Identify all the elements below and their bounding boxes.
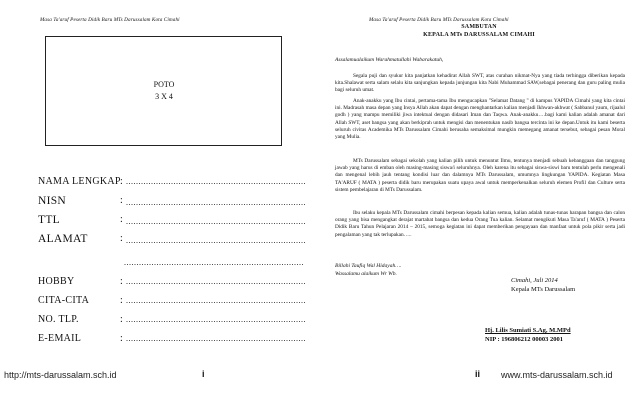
paragraph: Segala puji dan syukur kita panjatkan kehadirat Allah SWT, atas curahan nikmat-Nya yang tiada terhingga diberikan kepada kita.Shalawat serta salam selalu kita sanjungkan kepada junjungan kita Nabi Muhammad SAW,sebagai penerang dan guru paling mulia bagi seluruh umat. <box>335 73 625 94</box>
page-subtitle: KEPALA MTs DARUSSALAM CIMAHI <box>423 32 535 38</box>
form-label: NO. TLP. <box>38 314 79 325</box>
form-row-ttl <box>38 214 306 230</box>
form-colon: : <box>120 333 123 344</box>
form-label: ALAMAT <box>38 233 88 245</box>
photo-label <box>139 79 189 103</box>
closing-line-1: Billahi Taufiq Wal Hidayah…. <box>335 263 402 269</box>
form-colon: : <box>120 314 123 325</box>
photo-label-line1: POTO <box>153 80 175 89</box>
form-label: CITA-CITA <box>38 295 90 306</box>
sign-role: Kepala MTs Darussalam <box>511 286 576 293</box>
greeting: Assalamualaikum Warahmatullahi Wabarakatuh, <box>335 57 444 63</box>
right-page <box>319 0 638 406</box>
page-title: SAMBUTAN <box>461 24 497 30</box>
form-row-email <box>38 333 306 349</box>
form-label: NISN <box>38 195 67 207</box>
paragraph: Ibu selaku kepala MTs Darussalam cimahi berpesan kepada kalian semua, kalian adalah tunas-tunas harapan bangsa dan calon orang yang bisa mengangkat derajat martabat bangsa dan kedua Orang Tua kalian. Selamat mengikuti Masa Ta'aruf ( MATA ) Peserta Didik Baru Tahun Pelajaran 2014 – 2015, semoga kegiatan ini dapat memberikan pengayaan dan manfaat untuk pola pikir serta jadi pengalaman yang tak terlupakan….. <box>335 210 625 238</box>
form-fill-line: ........................................................................ <box>126 315 306 324</box>
left-header: Masa Ta'aruf Peserta Didik Baru MTs Darussalam Kota Cimahi <box>40 17 180 23</box>
sign-place-date: Cimahi, Juli 2014 <box>511 277 558 284</box>
form-row-alamat <box>38 233 306 249</box>
form-colon: : <box>120 214 123 225</box>
photo-label-line2: 3 X 4 <box>155 92 173 101</box>
right-header: Masa Ta'aruf Peserta Didik Baru MTs Darussalam Kota Cimahi <box>369 17 509 23</box>
form-fill-line: ........................................................................ <box>126 334 306 343</box>
right-footer-url: www.mts-darussalam.sch.id <box>501 370 613 380</box>
form-row-tlp <box>38 314 306 330</box>
form-fill-line: ........................................................................ <box>126 277 306 286</box>
paragraph: Anak-anakku yang Ibu cintai, pertama-tama Ibu mengucapkan "Selamat Datang " di kampus YAPIDA Cimahi yang kita cintai ini. Madrasah masa depan yang Insya Allah akan dapat dengan menghantarkan kalian menjadi Ikhwan-akhwat ( Sabbanul yaum, rijaalul godh ) yang mampu memiliki jiwa intektual dengan didasari Iman dan Taqwa. Anak-anakku….bagi kami kalian adalah amanat dari Allah SWT, aset bangsa yang akan berkiprah untuk mengisi dan menentukan nasib bangsa tercinta ini ke depan.Untuk itu kami beserta seluruh civitas Academika MTs Darussalam Cimahi berusaha semaksimal mungkin memegang amanat tersebut, sebagai pesan Moral yang Mulia. <box>335 98 625 141</box>
form-fill-line: ........................................................................ <box>124 258 304 267</box>
form-colon: : <box>120 233 123 244</box>
form-fill-line: ........................................................................ <box>126 198 306 207</box>
form-fill-line: ........................................................................ <box>126 177 306 186</box>
left-page-number: i <box>202 369 205 379</box>
closing-line-2: Wassalamu alaikum Wr Wb. <box>335 271 397 277</box>
paragraph: MTs Darussalam sebagai sekolah yang kalian pilih untuk menuntut Ilmu, tentunya menjadi sebuah kebanggaan dan tanggung jawab yang harus di emban oleh masing-masing siswa/i seluruhnya. Oleh karena itu sebagai siswa-siswi baru tentulah perlu mengenali dan mengenal lebih jauh tentang kondisi luar dan dalamnya MTs Darussalam, umumnya lingkungan YAPIDA. Kegiatan Masa TA'ARUF ( MATA ) peserta didik baru merupakan suatu upaya awal untuk memperkenalkan seluruh elemen Profil dan Culture serta sistem pembelajaran di MTs Darussalam. <box>335 158 625 193</box>
form-label: E-EMAIL <box>38 333 82 344</box>
form-row-alamat-cont <box>38 255 304 271</box>
form-fill-line: ........................................................................ <box>126 236 306 245</box>
signatory-name: Hj. Lilis Sumiati S.Ag, M.MPd <box>485 327 571 334</box>
left-footer-url: http://mts-darussalam.sch.id <box>4 370 117 380</box>
form-colon: : <box>120 176 123 187</box>
signatory-nip: NIP : 196806212 00003 2001 <box>485 336 563 343</box>
form-row-cita <box>38 295 306 311</box>
form-label: HOBBY <box>38 276 75 287</box>
form-fill-line: ........................................................................ <box>126 217 306 226</box>
form-colon: : <box>120 276 123 287</box>
form-label: TTL <box>38 214 60 226</box>
right-page-number: ii <box>475 369 481 379</box>
form-row-hobby <box>38 276 306 292</box>
form-row-nisn <box>38 195 306 211</box>
form-colon: : <box>120 295 123 306</box>
form-fill-line: ........................................................................ <box>126 296 306 305</box>
form-row-nama <box>38 176 306 192</box>
form-colon: : <box>120 195 123 206</box>
form-label: NAMA LENGKAP <box>38 176 121 187</box>
